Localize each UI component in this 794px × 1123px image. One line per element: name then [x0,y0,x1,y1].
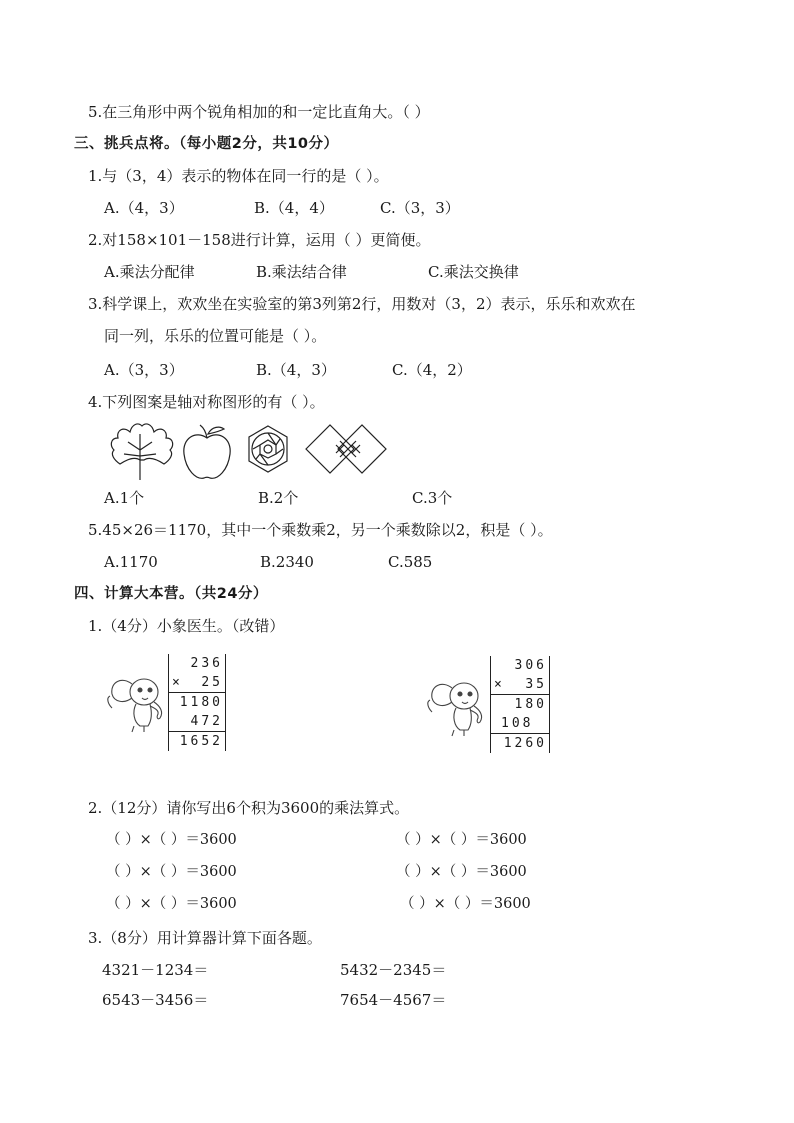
vertical-calc-1 [168,654,226,751]
calc2-multiplier: 35 [525,677,547,692]
s4-q2-equation-5[interactable]: （ ）×（ ）＝3600 [106,896,237,912]
apple-icon [184,425,230,478]
s3-q5-option-b[interactable]: B.2340 [260,553,314,571]
calc1-result: 1652 [169,731,225,751]
s4-q2-equation-1[interactable]: （ ）×（ ）＝3600 [106,832,237,848]
calc1-multiplier: 25 [201,675,223,690]
calc2-multiplicand: 306 [514,658,547,673]
s4-q2-equation-6[interactable]: （ ）×（ ）＝3600 [400,896,531,912]
s3-q1-option-a[interactable]: A.（4，3） [104,199,184,217]
s3-q3-option-b[interactable]: B.（4，3） [256,361,336,379]
s3-q4-option-b[interactable]: B.2个 [258,489,299,507]
s4-q3-stem: 3.（8分）用计算器计算下面各题。 [88,929,322,947]
s3-q4-figures [100,420,410,484]
s4-q3-item-2[interactable]: 5432－2345＝ [340,961,447,979]
calc2-multiplier-row [491,675,549,694]
leaf-icon [111,424,172,480]
elephant-doctor-icon [424,672,488,738]
camera-shutter-icon [249,426,287,472]
s3-q5-option-c[interactable]: C.585 [388,553,433,571]
calc1-operator: × [172,675,180,690]
diamond-knot-icon [306,425,386,473]
s3-q2-option-b[interactable]: B.乘法结合律 [256,263,347,281]
s3-q5-option-a[interactable]: A.1170 [104,553,158,571]
calc1-multiplicand: 236 [190,656,223,671]
s4-q2-equation-4[interactable]: （ ）×（ ）＝3600 [396,864,527,880]
calc2-operator: × [494,677,502,692]
section-3-title: 三、挑兵点将。（每小题2分，共10分） [74,136,339,152]
calc1-partial1: 1180 [169,692,225,712]
s3-q4-option-a[interactable]: A.1个 [104,489,145,507]
s3-q1-stem: 1.与（3，4）表示的物体在同一行的是（ ）。 [88,167,389,185]
s3-q5-stem: 5.45×26＝1170，其中一个乘数乘2，另一个乘数除以2，积是（ ）。 [88,521,553,539]
s4-q3-item-4[interactable]: 7654－4567＝ [340,991,447,1009]
s4-q2-stem: 2.（12分）请你写出6个积为3600的乘法算式。 [88,799,410,817]
s4-q2-equation-2[interactable]: （ ）×（ ）＝3600 [396,832,527,848]
s3-q1-option-b[interactable]: B.（4，4） [254,199,334,217]
s3-q2-stem: 2.对158×101－158进行计算，运用（ ）更简便。 [88,231,431,249]
elephant-doctor-icon [104,668,168,734]
s3-q1-option-c[interactable]: C.（3，3） [380,199,460,217]
s3-q3-stem-line1: 3.科学课上，欢欢坐在实验室的第3列第2行，用数对（3，2）表示，乐乐和欢欢在 [88,295,636,313]
s4-q1-stem: 1.（4分）小象医生。（改错） [88,617,285,635]
s3-q4-option-c[interactable]: C.3个 [412,489,453,507]
s3-q3-option-c[interactable]: C.（4，2） [392,361,472,379]
s4-q3-item-3[interactable]: 6543－3456＝ [102,991,209,1009]
s3-q2-option-a[interactable]: A.乘法分配律 [104,263,195,281]
calc1-multiplier-row [169,673,225,692]
s4-q3-item-1[interactable]: 4321－1234＝ [102,961,209,979]
s3-q4-stem: 4.下列图案是轴对称图形的有（ ）。 [88,393,325,411]
calc2-result: 1260 [491,733,549,753]
calc2-partial2: 108 [501,716,534,731]
s3-q2-option-c[interactable]: C.乘法交换律 [428,263,519,281]
section-4-title: 四、计算大本营。（共24分） [74,586,268,602]
question-5-true-false: 5.在三角形中两个锐角相加的和一定比直角大。（ ） [88,103,430,121]
calc2-partial1: 180 [491,694,549,714]
vertical-calc-2 [490,656,550,753]
s4-q2-equation-3[interactable]: （ ）×（ ）＝3600 [106,864,237,880]
s3-q3-option-a[interactable]: A.（3，3） [104,361,184,379]
calc1-partial2: 472 [190,714,223,729]
s3-q3-stem-line2: 同一列，乐乐的位置可能是（ ）。 [104,327,327,345]
